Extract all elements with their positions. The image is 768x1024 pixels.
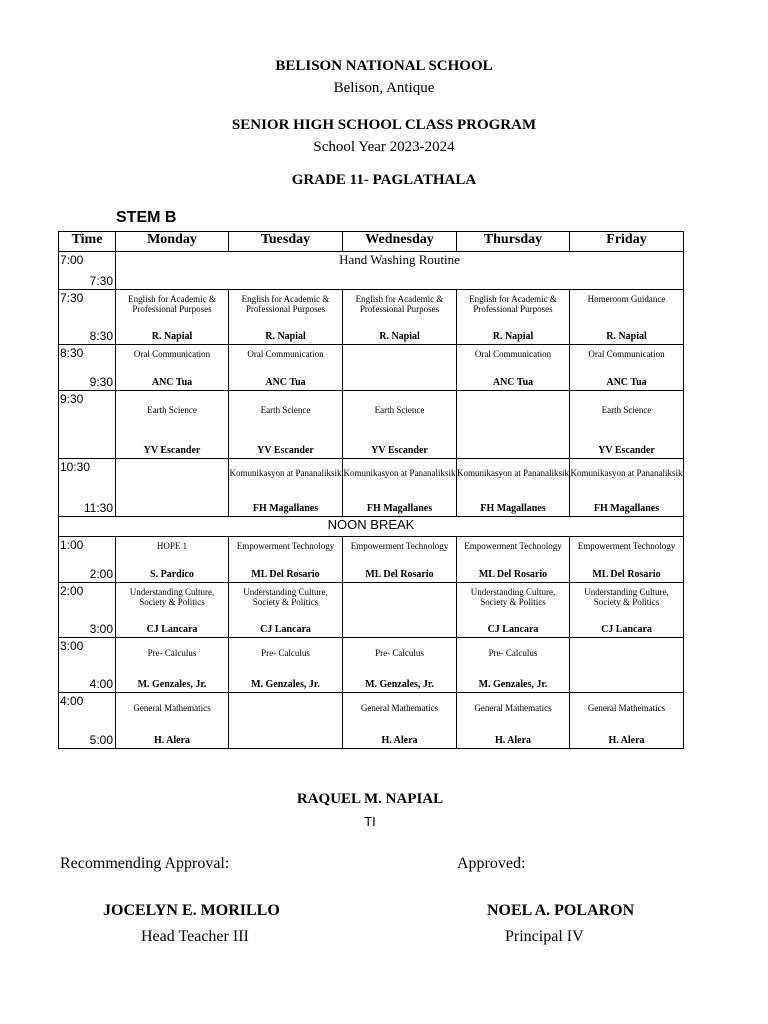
class-cell bbox=[570, 537, 684, 583]
teacher-name: R. Napial bbox=[379, 331, 420, 342]
column-header: Wednesday bbox=[343, 232, 457, 252]
teacher-name: ANC Tua bbox=[265, 377, 306, 388]
class-cell bbox=[229, 391, 343, 459]
teacher-name: FH Magallanes bbox=[480, 503, 546, 514]
schedule-row bbox=[59, 583, 684, 638]
subject-name: HOPE 1 bbox=[156, 541, 188, 551]
prepared-by-title: TI bbox=[364, 814, 376, 829]
time-start: 7:00 bbox=[60, 253, 84, 267]
class-cell bbox=[457, 583, 570, 638]
subject-name: General Mathematics bbox=[474, 703, 552, 713]
class-cell bbox=[343, 345, 457, 391]
teacher-name: H. Alera bbox=[381, 735, 418, 746]
subject-name: General Mathematics bbox=[133, 703, 211, 713]
subject-name: General Mathematics bbox=[587, 703, 666, 713]
class-cell bbox=[570, 638, 684, 693]
subject-name: Oral Communication bbox=[247, 349, 324, 359]
teacher-name: YV Escander bbox=[257, 445, 314, 456]
class-cell bbox=[229, 583, 343, 638]
program-title: SENIOR HIGH SCHOOL CLASS PROGRAM bbox=[231, 117, 537, 133]
subject-name: General Mathematics bbox=[360, 703, 439, 713]
teacher-name: YV Escander bbox=[598, 445, 655, 456]
time-slot bbox=[59, 583, 116, 638]
teacher-name: M. Genzales, Jr. bbox=[251, 679, 320, 690]
teacher-name: S. Pardico bbox=[150, 569, 194, 580]
class-cell bbox=[229, 290, 343, 345]
schedule-row bbox=[59, 537, 684, 583]
class-cell bbox=[457, 638, 570, 693]
teacher-name: CJ Lancara bbox=[260, 624, 311, 635]
teacher-name: R. Napial bbox=[265, 331, 306, 342]
subject-name: Komunikasyon at Pananaliksik bbox=[570, 468, 683, 478]
teacher-name: FH Magallanes bbox=[593, 503, 660, 514]
teacher-name: R. Napial bbox=[492, 331, 534, 342]
class-cell bbox=[457, 290, 570, 345]
teacher-name: CJ Lancara bbox=[601, 624, 652, 635]
column-header: Thursday bbox=[457, 232, 570, 252]
column-header: Time bbox=[59, 232, 116, 252]
class-cell bbox=[229, 345, 343, 391]
class-cell bbox=[229, 459, 343, 517]
approved-name: NOEL A. POLARON bbox=[487, 902, 635, 919]
noon-break-row: NOON BREAK bbox=[59, 517, 684, 537]
time-end: 2:00 bbox=[89, 567, 113, 581]
subject-name: Oral Communication bbox=[133, 349, 211, 359]
subject-name: Oral Communication bbox=[474, 349, 552, 359]
teacher-name: ML Del Rosario bbox=[478, 569, 548, 580]
subject-name: Pre- Calculus bbox=[375, 648, 424, 658]
prepared-by-name: RAQUEL M. NAPIAL bbox=[296, 791, 444, 807]
school-name: BELISON NATIONAL SCHOOL bbox=[275, 58, 493, 74]
time-start: 9:30 bbox=[60, 392, 84, 406]
schedule-row bbox=[59, 391, 684, 459]
teacher-name: R. Napial bbox=[606, 331, 647, 342]
class-cell bbox=[570, 290, 684, 345]
class-cell bbox=[116, 459, 229, 517]
class-cell bbox=[570, 391, 684, 459]
class-cell bbox=[343, 459, 457, 517]
class-cell bbox=[116, 638, 229, 693]
time-end: 3:00 bbox=[89, 622, 113, 636]
teacher-name: R. Napial bbox=[151, 331, 193, 342]
subject-name: Earth Science bbox=[147, 405, 197, 415]
teacher-name: H. Alera bbox=[153, 735, 191, 746]
teacher-name: FH Magallanes bbox=[252, 503, 319, 514]
class-cell bbox=[343, 693, 457, 749]
class-cell bbox=[570, 693, 684, 749]
school-location: Belison, Antique bbox=[333, 80, 435, 96]
time-end: 4:00 bbox=[89, 677, 113, 691]
class-cell bbox=[343, 391, 457, 459]
class-cell bbox=[116, 345, 229, 391]
subject-name: Homeroom Guidance bbox=[587, 294, 666, 304]
class-schedule-table bbox=[58, 231, 684, 749]
schedule-row bbox=[59, 517, 684, 537]
class-cell bbox=[343, 537, 457, 583]
time-slot bbox=[59, 391, 116, 459]
teacher-name: YV Escander bbox=[371, 445, 428, 456]
subject-name: Earth Science bbox=[260, 405, 311, 415]
time-slot bbox=[59, 290, 116, 345]
subject-name: Understanding Culture, Society & Politics bbox=[470, 587, 556, 607]
schedule-body bbox=[59, 252, 684, 749]
subject-name: Earth Science bbox=[374, 405, 425, 415]
subject-name: Understanding Culture, Society & Politics bbox=[584, 587, 669, 607]
subject-name: Komunikasyon at Pananaliksik bbox=[229, 468, 342, 478]
subject-name: Empowerment Technology bbox=[577, 541, 676, 551]
time-end: 5:00 bbox=[89, 733, 113, 747]
time-slot bbox=[59, 459, 116, 517]
teacher-name: CJ Lancara bbox=[487, 624, 539, 635]
time-start: 1:00 bbox=[60, 538, 84, 552]
teacher-name: ML Del Rosario bbox=[365, 569, 434, 580]
schedule-row bbox=[59, 693, 684, 749]
class-cell bbox=[570, 583, 684, 638]
time-start: 4:00 bbox=[60, 694, 84, 708]
subject-name: English for Academic & Professional Purposes bbox=[355, 294, 444, 314]
teacher-name: M. Genzales, Jr. bbox=[365, 679, 434, 690]
schedule-row bbox=[59, 252, 684, 290]
time-end: 9:30 bbox=[89, 375, 113, 389]
subject-name: Komunikasyon at Pananaliksik bbox=[457, 468, 569, 478]
time-start: 2:00 bbox=[60, 584, 84, 598]
class-cell bbox=[457, 459, 570, 517]
time-slot bbox=[59, 693, 116, 749]
time-end: 7:30 bbox=[89, 274, 113, 288]
teacher-name: FH Magallanes bbox=[366, 503, 433, 514]
subject-name: Komunikasyon at Pananaliksik bbox=[343, 468, 456, 478]
time-slot bbox=[59, 345, 116, 391]
class-cell bbox=[229, 537, 343, 583]
class-cell bbox=[457, 693, 570, 749]
strand-label: STEM B bbox=[116, 209, 177, 226]
subject-name: Empowerment Technology bbox=[236, 541, 335, 551]
subject-name: Understanding Culture, Society & Politics bbox=[243, 587, 328, 607]
class-cell bbox=[116, 583, 229, 638]
time-start: 10:30 bbox=[60, 460, 91, 474]
subject-name: English for Academic & Professional Purposes bbox=[469, 294, 557, 314]
subject-name: Empowerment Technology bbox=[350, 541, 449, 551]
subject-name: Understanding Culture, Society & Politics bbox=[129, 587, 215, 607]
column-header: Monday bbox=[116, 232, 229, 252]
class-cell bbox=[116, 537, 229, 583]
teacher-name: ML Del Rosario bbox=[592, 569, 661, 580]
class-cell bbox=[229, 638, 343, 693]
teacher-name: ANC Tua bbox=[606, 377, 647, 388]
class-cell bbox=[457, 391, 570, 459]
teacher-name: H. Alera bbox=[608, 735, 645, 746]
teacher-name: M. Genzales, Jr. bbox=[137, 679, 207, 690]
teacher-name: ANC Tua bbox=[151, 377, 193, 388]
recommending-approval-label: Recommending Approval: bbox=[60, 855, 230, 872]
column-header: Tuesday bbox=[229, 232, 343, 252]
class-cell bbox=[116, 290, 229, 345]
class-cell bbox=[343, 290, 457, 345]
time-slot bbox=[59, 638, 116, 693]
teacher-name: M. Genzales, Jr. bbox=[478, 679, 548, 690]
recommending-title: Head Teacher III bbox=[141, 928, 249, 945]
grade-section: GRADE 11- PAGLATHALA bbox=[291, 172, 477, 188]
class-cell bbox=[343, 583, 457, 638]
time-start: 8:30 bbox=[60, 346, 84, 360]
teacher-name: YV Escander bbox=[143, 445, 201, 456]
subject-name: Pre- Calculus bbox=[147, 648, 197, 658]
time-start: 3:00 bbox=[60, 639, 84, 653]
schedule-header-row bbox=[59, 232, 684, 252]
subject-name: Oral Communication bbox=[588, 349, 665, 359]
approved-title: Principal IV bbox=[505, 928, 584, 945]
class-cell bbox=[457, 345, 570, 391]
class-cell bbox=[570, 459, 684, 517]
teacher-name: CJ Lancara bbox=[146, 624, 198, 635]
subject-name: English for Academic & Professional Purposes bbox=[241, 294, 330, 314]
column-header: Friday bbox=[570, 232, 684, 252]
time-end: 11:30 bbox=[83, 501, 113, 515]
class-cell bbox=[116, 391, 229, 459]
teacher-name: ANC Tua bbox=[492, 377, 534, 388]
approved-label: Approved: bbox=[457, 855, 526, 872]
time-slot bbox=[59, 537, 116, 583]
hand-washing-routine: Hand Washing Routine bbox=[116, 252, 684, 290]
school-year: School Year 2023-2024 bbox=[313, 139, 455, 155]
subject-name: Pre- Calculus bbox=[488, 648, 538, 658]
subject-name: Earth Science bbox=[601, 405, 652, 415]
subject-name: Pre- Calculus bbox=[261, 648, 310, 658]
recommending-name: JOCELYN E. MORILLO bbox=[103, 902, 280, 919]
class-cell bbox=[343, 638, 457, 693]
class-cell bbox=[457, 537, 570, 583]
schedule-row bbox=[59, 638, 684, 693]
teacher-name: H. Alera bbox=[494, 735, 532, 746]
schedule-row bbox=[59, 290, 684, 345]
schedule-row bbox=[59, 345, 684, 391]
class-cell bbox=[116, 693, 229, 749]
subject-name: English for Academic & Professional Purposes bbox=[128, 294, 216, 314]
class-cell bbox=[570, 345, 684, 391]
subject-name: Empowerment Technology bbox=[464, 541, 562, 551]
time-end: 8:30 bbox=[89, 329, 113, 343]
teacher-name: ML Del Rosario bbox=[251, 569, 320, 580]
class-cell bbox=[229, 693, 343, 749]
time-slot bbox=[59, 252, 116, 290]
schedule-row bbox=[59, 459, 684, 517]
time-start: 7:30 bbox=[60, 291, 84, 305]
